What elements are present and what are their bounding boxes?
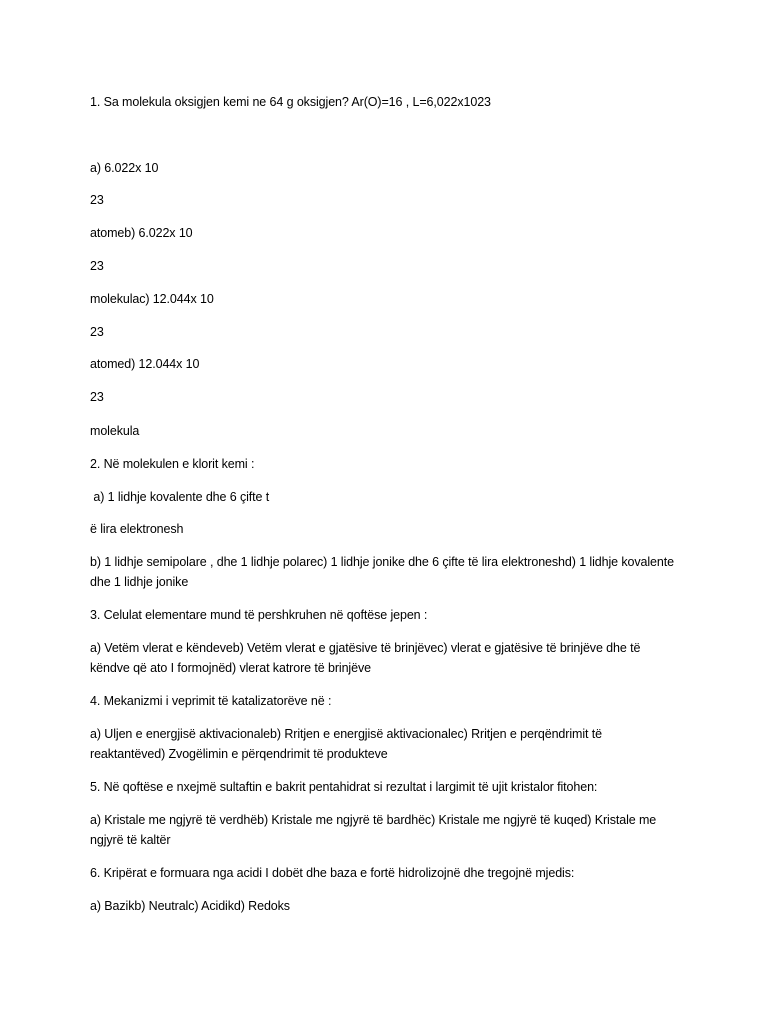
q1-line-9: molekula: [90, 424, 140, 438]
question-3: 3. Celulat elementare mund të pershkruhen në qoftëse jepen :: [90, 608, 428, 622]
q1-line-1: a) 6.022x 10: [90, 161, 159, 175]
q2-option-a-line-2: ë lira elektronesh: [90, 522, 184, 536]
question-6: 6. Kripërat e formuara nga acidi I dobët dhe baza e fortë hidrolizojnë dhe tregojnë mjedis:: [90, 866, 575, 880]
q2-options: b) 1 lidhje semipolare , dhe 1 lidhje polarec) 1 lidhje jonike dhe 6 çifte të lira elektroneshd) 1 lidhje kovalente dhe 1 lidhje jonike: [90, 555, 674, 589]
question-2: 2. Në molekulen e klorit kemi :: [90, 457, 255, 471]
q1-line-8: 23: [90, 390, 104, 404]
question-4: 4. Mekanizmi i veprimit të katalizatorëve në :: [90, 694, 332, 708]
q1-line-2: 23: [90, 193, 104, 207]
q3-options: a) Vetëm vlerat e këndeveb) Vetëm vlerat e gjatësive të brinjëvec) vlerat e gjatësive të brinjëve dhe të këndve që ato I formojnëd) vlerat katrore të brinjëve: [90, 641, 641, 675]
q2-option-a-line-1: a) 1 lidhje kovalente dhe 6 çifte t: [90, 490, 270, 504]
q1-line-6: 23: [90, 325, 104, 339]
question-5: 5. Në qoftëse e nxejmë sultaftin e bakrit pentahidrat si rezultat i largimit të ujit kristalor fitohen:: [90, 780, 598, 794]
question-1: 1. Sa molekula oksigjen kemi ne 64 g oksigjen? Ar(O)=16 , L=6,022x1023: [90, 95, 491, 109]
q1-line-5: molekulac) 12.044x 10: [90, 292, 214, 306]
q1-line-7: atomed) 12.044x 10: [90, 357, 200, 371]
q4-options: a) Uljen e energjisë aktivacionaleb) Rritjen e energjisë aktivacionalec) Rritjen e perqëndrimit të reaktantëved) Zvogëlimin e përqendrimit të produkteve: [90, 727, 602, 761]
q5-options: a) Kristale me ngjyrë të verdhëb) Kristale me ngjyrë të bardhëc) Kristale me ngjyrë të kuqed) Kristale me ngjyrë të kaltër: [90, 813, 657, 847]
q6-options: a) Bazikb) Neutralc) Acidikd) Redoks: [90, 899, 290, 913]
q1-line-3: atomeb) 6.022x 10: [90, 226, 193, 240]
q1-line-4: 23: [90, 259, 104, 273]
